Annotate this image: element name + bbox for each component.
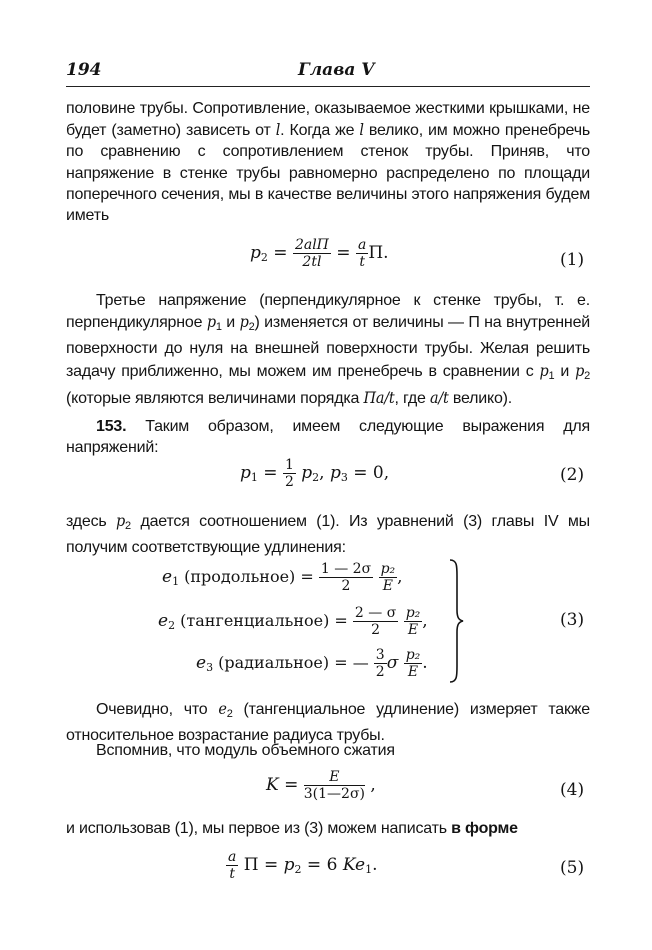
denominator: E: [407, 622, 419, 638]
denominator: 2: [371, 622, 381, 638]
fraction: [374, 648, 387, 679]
section-number: 153.: [96, 418, 127, 435]
equals-sign: =: [278, 775, 304, 795]
math-text: П =: [238, 855, 284, 875]
math-var: e: [158, 611, 169, 631]
paragraph-1: [66, 98, 590, 226]
subscript: 2: [584, 369, 591, 382]
row-label: (продольное) =: [179, 567, 319, 586]
subscript: 2: [294, 863, 302, 876]
page-header: [66, 60, 590, 84]
numerator: 2 — σ: [354, 605, 397, 621]
text-span: здесь: [66, 513, 117, 530]
paragraph-6: [66, 740, 590, 761]
fraction: [379, 562, 398, 593]
equation-number-4: (4): [560, 780, 585, 800]
page-number: 194: [66, 60, 102, 80]
numerator: 3: [375, 647, 385, 663]
equation-number-1: (1): [560, 250, 585, 270]
fraction: [319, 562, 373, 593]
numerator: a: [228, 849, 237, 865]
math-var: p: [240, 463, 251, 483]
equation-number-2: (2): [560, 465, 585, 485]
math-var: p: [283, 855, 295, 875]
denominator: 2: [375, 664, 385, 680]
math-var: K: [266, 775, 279, 795]
text-span: и: [554, 362, 576, 380]
math-var: p: [301, 463, 313, 483]
numerator: 1: [284, 457, 294, 473]
math-var: Ke: [342, 855, 366, 875]
math-tail: .: [422, 653, 428, 673]
math-var: a/t: [429, 387, 449, 407]
header-rule: [66, 86, 590, 87]
paragraph-4: [66, 510, 590, 558]
math-var: σ: [386, 653, 399, 673]
fraction: [353, 606, 398, 637]
subscript: 1: [365, 863, 373, 876]
math-tail: = 0,: [347, 463, 390, 483]
equation-3-row-2: [158, 606, 428, 637]
numerator: p₂: [380, 561, 396, 577]
equation-5: [226, 850, 378, 881]
denominator: 2tl: [302, 254, 322, 270]
numerator: E: [304, 770, 365, 786]
subscript: 2: [125, 520, 131, 532]
fraction: [304, 770, 365, 801]
equation-1: [250, 238, 389, 269]
text-span: (тангенциальное удлинение) измеряет также относительное возрастание радиуса трубы.: [66, 701, 591, 745]
right-brace-icon: [447, 558, 465, 684]
paragraph-3: [66, 416, 590, 458]
subscript: 3: [206, 661, 214, 674]
equals-sign: =: [330, 243, 356, 263]
text-span: половине трубы. Сопротивление, оказываемое жесткими крышками, не будет (заметно) зависеть от: [66, 100, 590, 140]
math-var: l: [359, 120, 364, 140]
fraction: [293, 238, 331, 269]
math-var: e: [218, 699, 227, 718]
math-text: = 6: [301, 855, 343, 875]
math-tail: ,: [364, 775, 376, 795]
denominator: t: [359, 254, 365, 270]
subscript: 2: [248, 321, 255, 334]
text-span: . Когда же: [280, 122, 360, 140]
denominator: E: [407, 664, 419, 680]
math-var: p: [329, 463, 341, 483]
denominator: 2: [284, 474, 294, 490]
row-label: (радиальное) = —: [213, 653, 374, 672]
equals-sign: =: [257, 463, 283, 483]
fraction: [356, 238, 368, 269]
text-span: Вспомнив, что модуль объемного сжатия: [96, 742, 395, 759]
denominator: E: [382, 578, 393, 594]
math-var: p: [206, 312, 216, 332]
denominator: t: [229, 866, 235, 882]
math-var: p: [116, 511, 126, 530]
text-span: Таким образом, имеем следующие выражения для напряжений:: [66, 418, 590, 457]
text-span: ) изменяется от величины — П на внутренней поверхности до нуля на внешней поверхности трубы. Желая решить задачу приближенно, мы можем им пренебречь в сравнении с: [66, 314, 591, 380]
fraction: [404, 648, 423, 679]
subscript: 2: [312, 471, 320, 484]
math-var: p: [250, 243, 261, 263]
numerator: 1 — 2σ: [320, 561, 372, 577]
subscript: 2: [168, 619, 176, 632]
math-tail: ,: [422, 611, 428, 631]
subscript: 1: [172, 575, 180, 588]
separator: ,: [319, 463, 330, 483]
math-var: p: [539, 360, 549, 380]
chapter-title: Глава V: [298, 60, 375, 80]
numerator: p₂: [405, 605, 421, 621]
subscript: 1: [548, 369, 555, 382]
math-tail: ,: [397, 567, 403, 587]
subscript: 1: [250, 471, 258, 484]
text-span: и использовав (1), мы первое из (3) можем написать: [66, 820, 452, 837]
numerator: 2alП: [294, 237, 329, 253]
text-span: и: [221, 314, 240, 332]
math-var: e: [196, 653, 207, 673]
fraction: [226, 850, 238, 881]
equation-number-3: (3): [560, 610, 585, 630]
paragraph-7: [66, 818, 590, 839]
numerator: p₂: [405, 647, 421, 663]
paragraph-2: [66, 290, 590, 409]
math-tail: П.: [368, 243, 389, 263]
equation-3-row-3: [196, 648, 428, 679]
math-tail: .: [372, 855, 378, 875]
text-span: велико).: [448, 389, 513, 407]
equation-2: [240, 458, 389, 489]
math-var: p: [239, 312, 249, 332]
text-span: дается соотношением (1). Из уравнений (3) главы IV мы получим соответствующие удлинения:: [66, 513, 590, 557]
math-var: Пa/t: [363, 387, 395, 407]
denominator: 3(1—2σ): [303, 786, 365, 802]
subscript: 1: [215, 321, 222, 334]
text-span: велико, им можно пренебречь по сравнению с сопротивлением стенок трубы. Приняв, что напряжение в стенке трубы равномерно распределено по площади поперечного сечения, мы в качестве величины этого напряжения будем иметь: [66, 122, 590, 225]
bold-text: в форме: [451, 820, 518, 837]
text-span: Третье напряжение (перпендикулярное к стенке трубы, т. е. перпендикулярное: [66, 292, 590, 332]
text-span: (которые являются величинами порядка: [66, 389, 364, 407]
numerator: a: [357, 237, 367, 253]
equals-sign: =: [267, 243, 293, 263]
equation-4: [266, 770, 376, 801]
text-span: , где: [394, 389, 430, 407]
subscript: 2: [260, 251, 268, 264]
denominator: 2: [341, 578, 351, 594]
math-var: l: [275, 120, 281, 140]
row-label: (тангенциальное) =: [175, 611, 353, 630]
equation-number-5: (5): [560, 858, 585, 878]
subscript: 3: [340, 471, 348, 484]
equation-3-row-1: [162, 562, 403, 593]
math-var: e: [162, 567, 173, 587]
fraction: [283, 458, 296, 489]
text-span: Очевидно, что: [96, 701, 219, 718]
math-var: p: [575, 360, 585, 380]
subscript: 2: [226, 708, 233, 720]
fraction: [404, 606, 423, 637]
